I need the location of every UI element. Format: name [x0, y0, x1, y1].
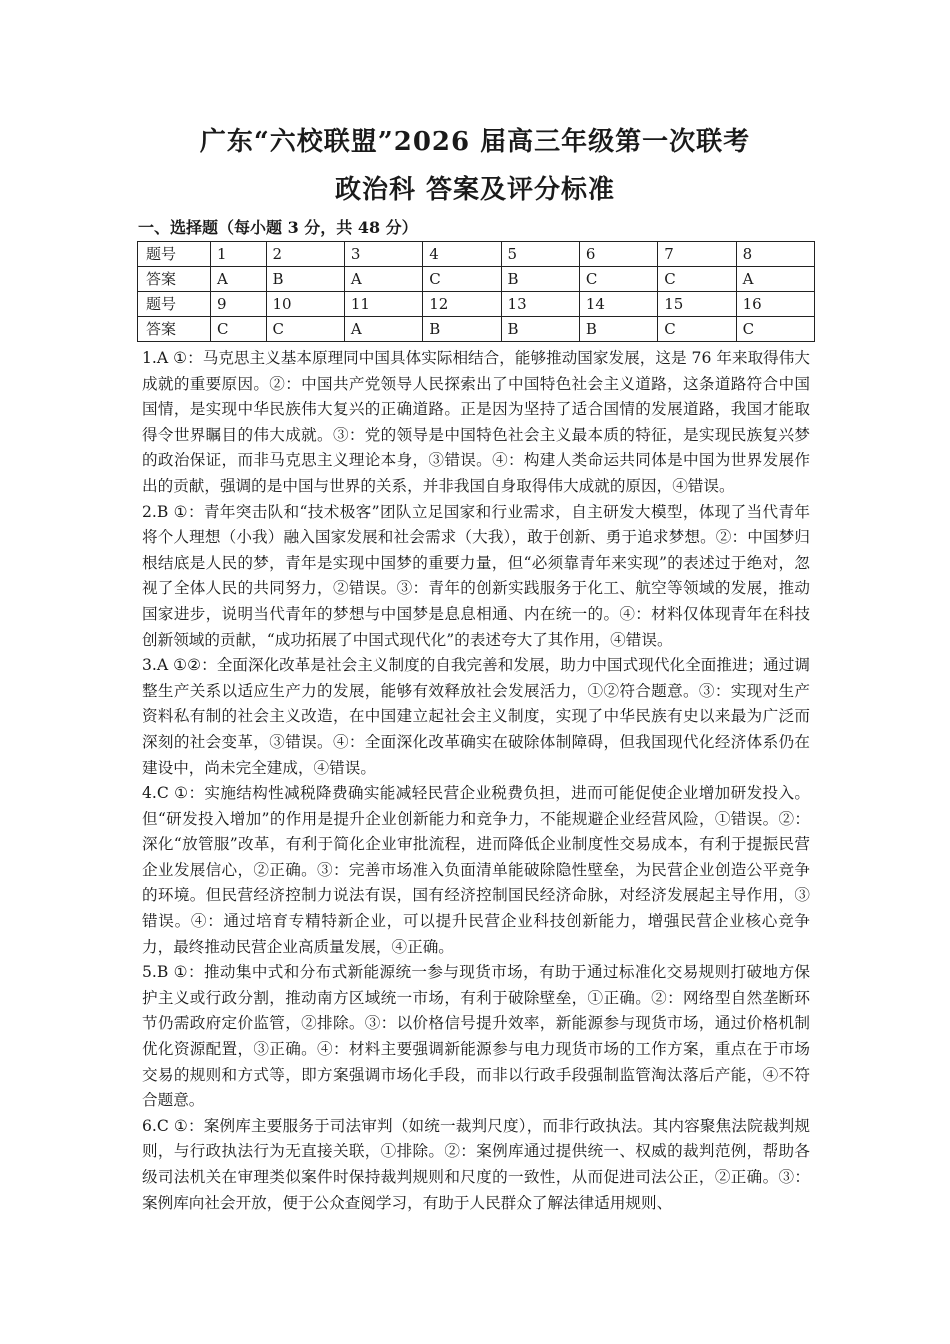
table-cell: C — [211, 317, 267, 342]
explanation-3: 3.A ①②：全面深化改革是社会主义制度的自我完善和发展，助力中国式现代化全面推进；通过调整生产关系以适应生产力的发展，能够有效释放社会发展活力，①②符合题意。③：实现对生产资料私有制的社会主义改造，在中国建立起社会主义制度，实现了中华民族有史以来最为广泛而深刻的社会变革，③错误。④：全面深化改革确实在破除体制障碍，但我国现代化经济体系仍在建设中，尚未完全建成，④错误。 — [142, 656, 810, 777]
table-cell: A — [211, 267, 267, 292]
document-subtitle: 政治科 答案及评分标准 — [334, 175, 616, 205]
table-cell: B — [501, 267, 579, 292]
table-cell: B — [423, 317, 501, 342]
table-cell: 3 — [344, 242, 422, 267]
table-cell: B — [501, 317, 579, 342]
table-cell: B — [579, 317, 657, 342]
row-label: 答案 — [138, 317, 211, 342]
table-cell: C — [658, 317, 736, 342]
table-cell: 7 — [658, 242, 736, 267]
table-cell: 10 — [266, 292, 344, 317]
table-cell: 1 — [211, 242, 267, 267]
table-cell: 6 — [579, 242, 657, 267]
table-cell: 4 — [423, 242, 501, 267]
table-cell: A — [344, 317, 422, 342]
table-cell: A — [344, 267, 422, 292]
row-label: 题号 — [138, 292, 211, 317]
table-cell: 9 — [211, 292, 267, 317]
document-title: 广东“六校联盟”2026 届高三年级第一次联考 — [199, 127, 751, 157]
explanation-4: 4.C ①：实施结构性减税降费确实能减轻民营企业税费负担，进而可能促使企业增加研发投入。但“研发投入增加”的作用是提升企业创新能力和竞争力，不能规避企业经营风险，①错误。②：深化“放管服”改革，有利于简化企业审批流程，进而降低企业制度性交易成本，有利于提振民营企业发展信心，②正确。③：完善市场准入负面清单能破除隐性壁垒，为民营企业创造公平竞争的环境。但民营经济控制力说法有误，国有经济控制国民经济命脉，对经济发展起主导作用，③错误。④：通过培育专精特新企业，可以提升民营企业科技创新能力，增强民营企业核心竞争力，最终推动民营企业高质量发展，④正确。 — [142, 784, 810, 956]
table-cell: 12 — [423, 292, 501, 317]
explanation-2: 2.B ①：青年突击队和“技术极客”团队立足国家和行业需求，自主研发大模型，体现了当代青年将个人理想（小我）融入国家发展和社会需求（大我），敢于创新、勇于追求梦想。②：中国梦归根结底是人民的梦，青年是实现中国梦的重要力量，但“必须靠青年来实现”的表述过于绝对，忽视了全体人民的共同努力，②错误。③：青年的创新实践服务于化工、航空等领域的发展，推动国家进步，说明当代青年的梦想与中国梦是息息相通、内在统一的。④：材料仅体现青年在科技创新领域的贡献，“成功拓展了中国式现代化”的表述夸大了其作用，④错误。 — [142, 502, 810, 649]
explanation-6: 6.C ①：案例库主要服务于司法审判（如统一裁判尺度），而非行政执法。其内容聚焦法院裁判规则，与行政执法行为无直接关联，①排除。②：案例库通过提供统一、权威的裁判范例，帮助各级司法机关在审理类似案件时保持裁判规则和尺度的一致性，从而促进司法公正，②正确。③：案例库向社会开放，便于公众查阅学习，有助于人民群众了解法律适用规则、 — [142, 1116, 810, 1212]
answer-table — [137, 241, 815, 342]
section-heading-choice: 一、选择题（每小题 3 分，共 48 分） — [138, 218, 418, 237]
table-cell: 11 — [344, 292, 422, 317]
table-cell: C — [266, 317, 344, 342]
table-cell: 5 — [501, 242, 579, 267]
table-cell: C — [658, 267, 736, 292]
table-cell: 15 — [658, 292, 736, 317]
explanation-5: 5.B ①：推动集中式和分布式新能源统一参与现货市场，有助于通过标准化交易规则打破地方保护主义或行政分割，推动南方区域统一市场，有利于破除壁垒，①正确。②：网络型自然垄断环节仍需政府定价监管，②排除。③：以价格信号提升效率，新能源参与现货市场，通过价格机制优化资源配置，③正确。④：材料主要强调新能源参与电力现货市场的工作方案，重点在于市场交易的规则和方式等，即方案强调市场化手段，而非以行政手段强制监管淘汰落后产能，④不符合题意。 — [142, 963, 810, 1110]
table-cell: 8 — [736, 242, 814, 267]
row-label: 题号 — [138, 242, 211, 267]
table-cell: 14 — [579, 292, 657, 317]
table-cell: B — [266, 267, 344, 292]
explanation-1: 1.A ①：马克思主义基本原理同中国具体实际相结合，能够推动国家发展，这是 76 年来取得伟大成就的重要原因。②：中国共产党领导人民探索出了中国特色社会主义道路，这条道路符合中国国情，是实现中华民族伟大复兴的正确道路。正是因为坚持了适合国情的发展道路，我国才能取得令世界瞩目的伟大成就。③：党的领导是中国特色社会主义最本质的特征，是实现民族复兴梦的政治保证，而非马克思主义理论本身，③错误。④：构建人类命运共同体是中国为世界发展作出的贡献，强调的是中国与世界的关系，并非我国自身取得伟大成就的原因，④错误。 — [142, 349, 810, 495]
row-label: 答案 — [138, 267, 211, 292]
table-row — [138, 292, 815, 317]
table-row — [138, 317, 815, 342]
table-cell: 13 — [501, 292, 579, 317]
explanations — [142, 346, 810, 1216]
table-cell: A — [736, 267, 814, 292]
table-row — [138, 267, 815, 292]
table-cell: 16 — [736, 292, 814, 317]
table-cell: 2 — [266, 242, 344, 267]
table-cell: C — [736, 317, 814, 342]
table-row — [138, 242, 815, 267]
table-cell: C — [423, 267, 501, 292]
table-cell: C — [579, 267, 657, 292]
